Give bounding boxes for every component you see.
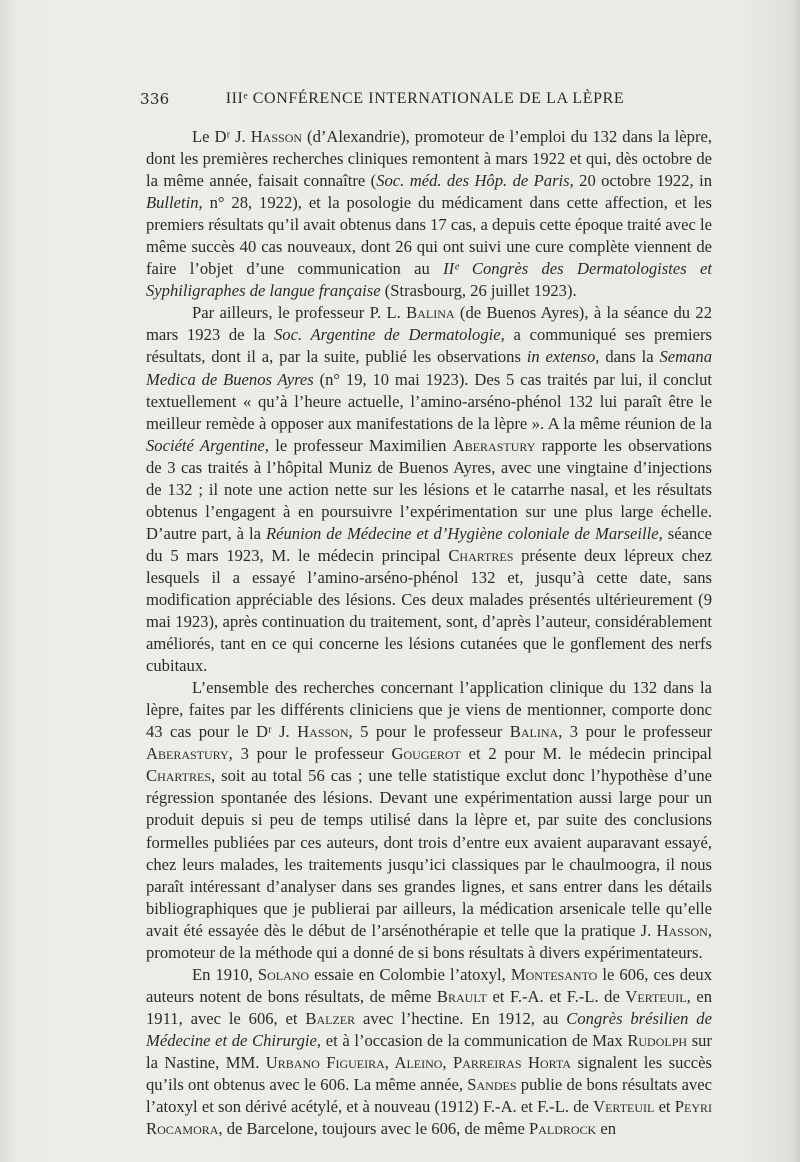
text-run: 3 pour le professeur [232,744,392,764]
author-name: Balina, [509,722,563,742]
text-run: de Barcelone, toujours avec le 606, de même [222,1119,529,1139]
text-run: (n° 19, 10 mai 1923). Des 5 cas traités par lui, il conclut textuellement « qu’à l’heure actuelle, l’amino-arséno-phénol 132 lui paraît être le meilleur remède à opposer aux manifestations de la lèpre ». A la même réunion de la [146,369,712,433]
text-run: a communiqué ses premiers résultats, dont il a, par la suite, publié les observations [146,325,712,367]
author-name: Chartres, [146,766,216,786]
text-run: en [596,1119,617,1139]
text-run: sur la Nastine, MM. [146,1030,713,1072]
text-run: rapporte les observations de 3 cas traités à l’hôpital Muniz de Buenos Ayres, avec une vingtaine d’injections de 132 ; il note une action nette sur les lésions et le catarrhe nasal, et les résultats obtenus l’engagent à en poursuivre l’expérimentation sur une plus large échelle. D’autre part, à la [146,435,712,543]
author-name: Verteuil, [625,986,691,1006]
text-run: Le Dʳ J. [192,127,251,146]
page-header [140,90,660,108]
author-name: Brault [436,986,487,1006]
italic-run: Soc. Argentine de Dermatologie, [273,325,505,345]
paragraph [146,677,712,964]
paragraph [146,302,712,677]
italic-run: Société Argentine, [146,435,269,455]
paragraph [146,126,712,302]
author-name: Aberastury [452,435,536,455]
body-text [146,126,712,1140]
text-run: et à l’occasion de la communication de Max [321,1030,628,1050]
author-name: Rudolph [627,1030,688,1050]
italic-run: in extenso, [526,347,600,367]
text-run: signalent les succès qu’ils ont obtenus avec le 606. La même année, [146,1052,712,1095]
paragraph [146,964,712,1140]
italic-run: Soc. méd. des Hôp. de Paris, [376,171,574,191]
author-name: Gougerot [391,744,461,764]
italic-run: Réunion de Médecine et d’Hygiène coloniale de Marseille, [266,523,663,543]
author-name: Hasson, [297,722,353,742]
text-run: 3 pour le professeur [562,722,713,742]
text-run: et [654,1097,675,1117]
author-name: Verteuil [593,1097,655,1117]
text-run: En 1910, [192,964,258,984]
author-name: Chartres [448,545,514,565]
italic-run: Congrès brésilien de Médecine et de Chirurgie, [146,1008,712,1050]
text-run: promoteur de la méthode qui a donné de si bons résultats à divers expérimentateurs. [146,942,703,962]
text-run: (de Buenos Ayres), à la séance du 22 mars 1923 de la [146,303,712,345]
author-name: Aberastury, [146,744,233,764]
text-run: essaie en Colombie l’atoxyl, [309,964,511,984]
text-run: 5 pour le professeur [352,722,510,742]
text-run: le professeur Maximilien [268,435,453,455]
author-name: Peyri Rocamora, [146,1097,712,1139]
text-run: 20 octobre 1922, in [573,171,712,191]
text-run: soit au total 56 cas ; une telle statistique exclut donc l’hypothèse d’une régression spontanée des lésions. Devant une expérimentation aussi large pour un produit depuis si peu de temps utilisé dans la lèpre et, par suite des conclusions formelles publiées par ces auteurs, dont trois d’entre eux avaient auparavant essayé, chez leurs malades, les traitements jusqu’ici classiques par le chaulmoogra, il nous paraît intéressant d’analyser dans ses grandes lignes, et sans entrer dans les détails bibliographiques que je publierai par ailleurs, la médication arsenicale telle qu’elle avait été essayée dès le début de l’arsénothérapie et telle que la pratique J. [146,766,712,940]
text-run: présente deux lépreux chez lesquels il a essayé l’amino-arséno-phénol 132 et, jusqu’à cette date, sans modification appréciable des lésions. Ces deux malades présentés ultérieurement (9 mai 1923), après continuation du traitement, sont, d’après l’auteur, considérablement améliorés, tant en ce qui concerne les lésions cutanées que le gonflement des nerfs cubitaux. [146,545,712,676]
italic-run: Semana Medica de Buenos Ayres [146,347,713,389]
author-name: Solano [257,964,310,984]
text-run: séance du 5 mars 1923, M. le médecin principal [146,523,712,565]
text-run: (Strasbourg, 26 juillet 1923). [380,281,577,301]
text-run: L’ensemble des recherches concernant l’application clinique du 132 dans la lèpre, faites par les différents cliniciens que je viens de mentionner, comporte donc 43 cas pour le Dʳ J. [146,678,712,742]
author-name: Hasson, [656,920,712,940]
text-run: et F.-A. et F.-L. de [486,986,626,1006]
author-name: Balina [406,303,455,323]
author-name: Paldrock [528,1119,597,1139]
running-head: IIIᵉ CONFÉRENCE INTERNATIONALE DE LA LÈPRE [225,90,625,107]
italic-run: IIᵉ Congrès des Dermatologistes et Syphiligraphes de langue française [146,259,713,301]
text-run: en 1911, avec le 606, et [146,986,712,1028]
text-run: n° 28, 1922), et la posologie du médicament dans cette affection, et les premiers résultats qu’il avait obtenus dans 17 cas, a depuis cette époque traité avec le même succès 40 cas nouveaux, dont 26 qui ont suivi une cure complète viennent de faire l’objet d’une communication au [146,193,712,279]
text-run: le 606, ces deux auteurs notent de bons résultats, de même [146,964,712,1006]
author-name: Urbano Figueira, Aleino, Parreiras Horta [265,1052,572,1072]
author-name: Sandes [467,1075,517,1095]
text-run: Par ailleurs, le professeur P. L. [192,303,407,323]
page-number: 336 [140,90,170,108]
author-name: Balzer [305,1008,356,1028]
author-name: Montesanto [510,964,598,984]
text-run: publie de bons résultats avec l’atoxyl et son dérivé acétylé, et à nouveau (1912) F.-A. et F.-L. de [146,1075,713,1117]
author-name: Hasson [250,127,303,146]
text-run: dans la [599,347,660,367]
text-run: (d’Alexandrie), promoteur de l’emploi du 132 dans la lèpre, dont les premières recherches cliniques remontent à mars 1922 et qui, dès octobre de la même année, faisait connaître ( [146,127,712,191]
italic-run: Bulletin, [146,193,203,213]
text-run: et 2 pour M. le médecin principal [460,744,713,764]
text-run: avec l’hectine. En 1912, au [355,1008,567,1028]
